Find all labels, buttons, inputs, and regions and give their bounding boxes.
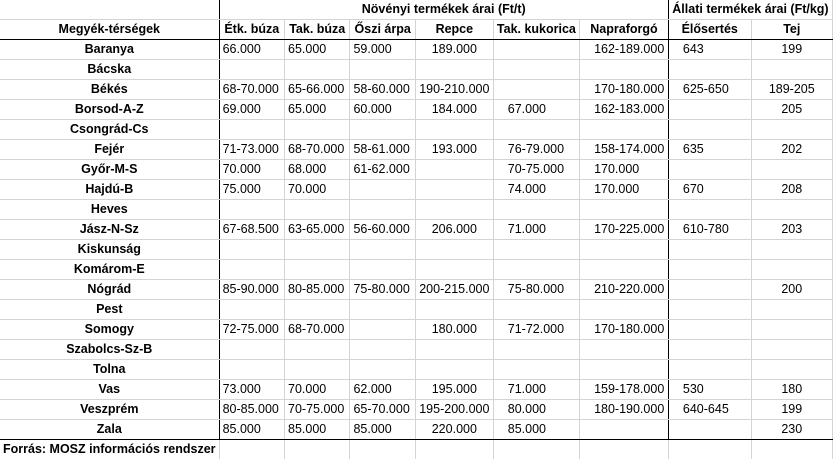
price-cell: 71-73.000 bbox=[219, 140, 284, 160]
price-cell: 65.000 bbox=[285, 100, 350, 120]
price-cell: 200-215.000 bbox=[415, 280, 493, 300]
price-cell: 200 bbox=[751, 280, 832, 300]
price-cell: 199 bbox=[751, 400, 832, 420]
price-cell: 195.000 bbox=[415, 380, 493, 400]
price-cell: 158-174.000 bbox=[580, 140, 669, 160]
price-cell bbox=[415, 160, 493, 180]
price-cell: 193.000 bbox=[415, 140, 493, 160]
county-name: Somogy bbox=[0, 320, 219, 340]
county-name: Pest bbox=[0, 300, 219, 320]
empty-cell bbox=[493, 440, 579, 460]
price-cell: 71-72.000 bbox=[493, 320, 579, 340]
price-cell bbox=[668, 340, 751, 360]
price-cell bbox=[493, 120, 579, 140]
price-cell: 670 bbox=[668, 180, 751, 200]
price-cell bbox=[751, 260, 832, 280]
price-cell: 60.000 bbox=[350, 100, 415, 120]
price-cell: 70-75.000 bbox=[493, 160, 579, 180]
price-cell bbox=[580, 200, 669, 220]
price-cell bbox=[285, 300, 350, 320]
table-row bbox=[0, 420, 833, 440]
source-note: Forrás: MOSZ információs rendszer bbox=[0, 440, 219, 460]
table-row bbox=[0, 300, 833, 320]
price-cell: 170.000 bbox=[580, 160, 669, 180]
county-name: Borsod-A-Z bbox=[0, 100, 219, 120]
price-cell: 220.000 bbox=[415, 420, 493, 440]
county-name: Komárom-E bbox=[0, 260, 219, 280]
table-row bbox=[0, 340, 833, 360]
county-name: Hajdú-B bbox=[0, 180, 219, 200]
table-row bbox=[0, 160, 833, 180]
price-cell bbox=[493, 60, 579, 80]
price-cell bbox=[415, 60, 493, 80]
county-name: Csongrád-Cs bbox=[0, 120, 219, 140]
price-cell bbox=[751, 160, 832, 180]
price-cell: 65-66.000 bbox=[285, 80, 350, 100]
price-cell: 58-60.000 bbox=[350, 80, 415, 100]
price-cell: 170-180.000 bbox=[580, 80, 669, 100]
price-cell bbox=[668, 320, 751, 340]
price-cell bbox=[285, 360, 350, 380]
price-cell bbox=[751, 320, 832, 340]
price-cell bbox=[668, 300, 751, 320]
price-cell bbox=[580, 360, 669, 380]
price-cell: 72-75.000 bbox=[219, 320, 284, 340]
empty-cell bbox=[751, 440, 832, 460]
price-cell bbox=[668, 200, 751, 220]
price-cell: 85-90.000 bbox=[219, 280, 284, 300]
plant-prices-group-header: Növényi termékek árai (Ft/t) bbox=[219, 0, 668, 20]
empty-cell bbox=[285, 440, 350, 460]
price-cell bbox=[350, 180, 415, 200]
price-cell bbox=[415, 240, 493, 260]
table-row bbox=[0, 200, 833, 220]
price-cell bbox=[668, 260, 751, 280]
county-name: Bácska bbox=[0, 60, 219, 80]
table-row bbox=[0, 80, 833, 100]
price-cell: 530 bbox=[668, 380, 751, 400]
price-cell: 59.000 bbox=[350, 40, 415, 60]
price-cell: 70-75.000 bbox=[285, 400, 350, 420]
empty-cell bbox=[415, 440, 493, 460]
price-cell: 65-70.000 bbox=[350, 400, 415, 420]
price-cell bbox=[285, 200, 350, 220]
price-cell: 69.000 bbox=[219, 100, 284, 120]
table-row bbox=[0, 320, 833, 340]
price-cell: 85.000 bbox=[493, 420, 579, 440]
price-cell: 75-80.000 bbox=[493, 280, 579, 300]
price-cell bbox=[668, 360, 751, 380]
price-cell bbox=[751, 340, 832, 360]
price-cell bbox=[415, 200, 493, 220]
price-cell bbox=[415, 180, 493, 200]
price-cell bbox=[350, 340, 415, 360]
price-cell bbox=[285, 240, 350, 260]
price-cell bbox=[415, 120, 493, 140]
price-cell: 80-85.000 bbox=[219, 400, 284, 420]
price-cell bbox=[493, 240, 579, 260]
price-cell: 190-210.000 bbox=[415, 80, 493, 100]
price-cell bbox=[668, 420, 751, 440]
table-row bbox=[0, 380, 833, 400]
header-group-row bbox=[0, 0, 833, 20]
price-cell: 61-62.000 bbox=[350, 160, 415, 180]
county-name: Szabolcs-Sz-B bbox=[0, 340, 219, 360]
price-cell bbox=[668, 240, 751, 260]
price-cell bbox=[350, 200, 415, 220]
county-name: Zala bbox=[0, 420, 219, 440]
price-cell: 68-70.000 bbox=[285, 140, 350, 160]
price-cell: 159-178.000 bbox=[580, 380, 669, 400]
column-header: Repce bbox=[415, 20, 493, 40]
price-cell bbox=[219, 340, 284, 360]
table-row bbox=[0, 60, 833, 80]
price-cell bbox=[219, 240, 284, 260]
county-name: Fejér bbox=[0, 140, 219, 160]
price-cell bbox=[219, 260, 284, 280]
price-cell: 80.000 bbox=[493, 400, 579, 420]
county-name: Heves bbox=[0, 200, 219, 220]
price-cell bbox=[285, 120, 350, 140]
price-cell bbox=[580, 300, 669, 320]
price-cell bbox=[219, 200, 284, 220]
price-cell: 85.000 bbox=[285, 420, 350, 440]
price-cell bbox=[493, 80, 579, 100]
price-cell: 70.000 bbox=[219, 160, 284, 180]
county-name: Vas bbox=[0, 380, 219, 400]
price-cell: 74.000 bbox=[493, 180, 579, 200]
price-cell bbox=[415, 300, 493, 320]
county-name: Tolna bbox=[0, 360, 219, 380]
price-cell: 62.000 bbox=[350, 380, 415, 400]
price-cell: 625-650 bbox=[668, 80, 751, 100]
price-cell: 68-70.000 bbox=[285, 320, 350, 340]
price-cell: 58-61.000 bbox=[350, 140, 415, 160]
source-row bbox=[0, 440, 833, 460]
price-cell bbox=[350, 240, 415, 260]
price-cell: 68.000 bbox=[285, 160, 350, 180]
price-cell: 75-80.000 bbox=[350, 280, 415, 300]
price-cell: 162-189.000 bbox=[580, 40, 669, 60]
price-cell: 66.000 bbox=[219, 40, 284, 60]
county-name: Békés bbox=[0, 80, 219, 100]
price-cell bbox=[350, 120, 415, 140]
county-name: Baranya bbox=[0, 40, 219, 60]
price-cell: 68-70.000 bbox=[219, 80, 284, 100]
table-row bbox=[0, 360, 833, 380]
price-cell: 170-225.000 bbox=[580, 220, 669, 240]
price-cell: 610-780 bbox=[668, 220, 751, 240]
price-cell bbox=[580, 340, 669, 360]
price-cell bbox=[580, 240, 669, 260]
table-row bbox=[0, 40, 833, 60]
price-cell bbox=[668, 160, 751, 180]
price-cell: 230 bbox=[751, 420, 832, 440]
price-cell: 189.000 bbox=[415, 40, 493, 60]
price-cell: 635 bbox=[668, 140, 751, 160]
table-row bbox=[0, 260, 833, 280]
price-cell: 199 bbox=[751, 40, 832, 60]
price-cell bbox=[580, 60, 669, 80]
price-cell bbox=[751, 120, 832, 140]
price-cell bbox=[219, 300, 284, 320]
column-header: Napraforgó bbox=[580, 20, 669, 40]
price-cell bbox=[350, 360, 415, 380]
price-cell bbox=[493, 360, 579, 380]
column-header: Tak. kukorica bbox=[493, 20, 579, 40]
empty-cell bbox=[219, 440, 284, 460]
price-cell bbox=[285, 260, 350, 280]
price-cell bbox=[350, 320, 415, 340]
price-cell: 170-180.000 bbox=[580, 320, 669, 340]
column-header: Élősertés bbox=[668, 20, 751, 40]
price-cell bbox=[751, 60, 832, 80]
price-cell bbox=[350, 300, 415, 320]
price-cell: 202 bbox=[751, 140, 832, 160]
price-cell bbox=[668, 60, 751, 80]
price-cell: 203 bbox=[751, 220, 832, 240]
price-cell: 85.000 bbox=[350, 420, 415, 440]
price-cell bbox=[751, 360, 832, 380]
animal-prices-group-header: Állati termékek árai (Ft/kg) bbox=[668, 0, 832, 20]
price-cell: 189-205 bbox=[751, 80, 832, 100]
price-cell bbox=[751, 300, 832, 320]
table-row bbox=[0, 400, 833, 420]
price-cell: 67.000 bbox=[493, 100, 579, 120]
price-cell: 67-68.500 bbox=[219, 220, 284, 240]
table-row bbox=[0, 100, 833, 120]
price-cell: 71.000 bbox=[493, 220, 579, 240]
price-cell bbox=[219, 60, 284, 80]
table-row bbox=[0, 220, 833, 240]
price-cell: 205 bbox=[751, 100, 832, 120]
price-cell: 73.000 bbox=[219, 380, 284, 400]
table-row bbox=[0, 280, 833, 300]
price-cell bbox=[751, 200, 832, 220]
price-cell bbox=[285, 60, 350, 80]
table-row bbox=[0, 180, 833, 200]
price-cell bbox=[668, 280, 751, 300]
price-cell bbox=[350, 60, 415, 80]
column-header: Tak. búza bbox=[285, 20, 350, 40]
price-cell: 63-65.000 bbox=[285, 220, 350, 240]
column-header: Étk. búza bbox=[219, 20, 284, 40]
column-header-row bbox=[0, 20, 833, 40]
price-cell bbox=[751, 240, 832, 260]
price-cell bbox=[580, 420, 669, 440]
price-cell: 71.000 bbox=[493, 380, 579, 400]
price-cell: 206.000 bbox=[415, 220, 493, 240]
column-header: Tej bbox=[751, 20, 832, 40]
price-cell: 643 bbox=[668, 40, 751, 60]
price-cell bbox=[219, 120, 284, 140]
price-cell bbox=[493, 40, 579, 60]
price-cell: 195-200.000 bbox=[415, 400, 493, 420]
price-cell: 162-183.000 bbox=[580, 100, 669, 120]
price-cell bbox=[415, 360, 493, 380]
empty-cell bbox=[668, 440, 751, 460]
price-cell: 76-79.000 bbox=[493, 140, 579, 160]
price-cell bbox=[350, 260, 415, 280]
county-name: Nógrád bbox=[0, 280, 219, 300]
price-cell: 56-60.000 bbox=[350, 220, 415, 240]
price-cell bbox=[493, 340, 579, 360]
price-cell: 180-190.000 bbox=[580, 400, 669, 420]
county-name: Veszprém bbox=[0, 400, 219, 420]
price-cell bbox=[415, 340, 493, 360]
price-cell: 640-645 bbox=[668, 400, 751, 420]
price-cell: 75.000 bbox=[219, 180, 284, 200]
price-cell bbox=[493, 200, 579, 220]
price-cell: 180 bbox=[751, 380, 832, 400]
price-cell bbox=[493, 300, 579, 320]
price-cell: 170.000 bbox=[580, 180, 669, 200]
price-cell bbox=[219, 360, 284, 380]
price-cell: 65.000 bbox=[285, 40, 350, 60]
header-group-blank bbox=[0, 0, 219, 20]
empty-cell bbox=[350, 440, 415, 460]
price-cell: 180.000 bbox=[415, 320, 493, 340]
county-name: Jász-N-Sz bbox=[0, 220, 219, 240]
county-name: Kiskunság bbox=[0, 240, 219, 260]
price-cell: 184.000 bbox=[415, 100, 493, 120]
price-cell: 70.000 bbox=[285, 380, 350, 400]
price-cell bbox=[668, 120, 751, 140]
price-cell bbox=[580, 120, 669, 140]
column-header: Őszi árpa bbox=[350, 20, 415, 40]
table-row bbox=[0, 240, 833, 260]
price-cell: 80-85.000 bbox=[285, 280, 350, 300]
county-name: Győr-M-S bbox=[0, 160, 219, 180]
table-row bbox=[0, 140, 833, 160]
price-cell: 210-220.000 bbox=[580, 280, 669, 300]
price-cell: 70.000 bbox=[285, 180, 350, 200]
column-header: Megyék-térségek bbox=[0, 20, 219, 40]
price-cell: 208 bbox=[751, 180, 832, 200]
price-cell bbox=[493, 260, 579, 280]
empty-cell bbox=[580, 440, 669, 460]
price-cell bbox=[580, 260, 669, 280]
price-cell bbox=[285, 340, 350, 360]
price-cell bbox=[415, 260, 493, 280]
price-cell bbox=[668, 100, 751, 120]
table-row bbox=[0, 120, 833, 140]
price-cell: 85.000 bbox=[219, 420, 284, 440]
